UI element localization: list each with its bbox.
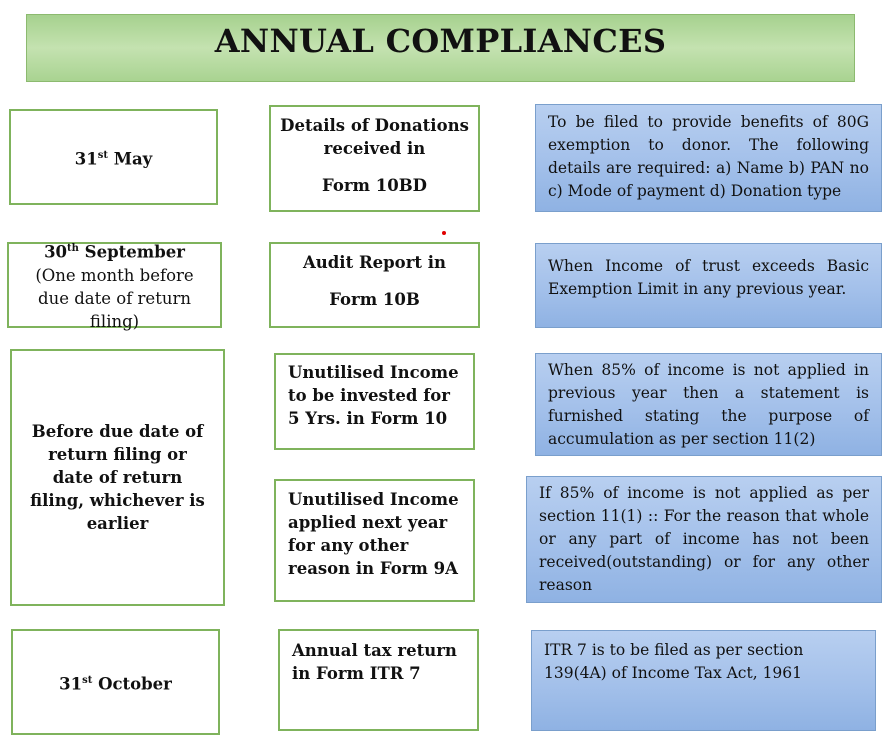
date-suffix: st xyxy=(97,149,108,161)
description-text: When Income of trust exceeds Basic Exemption Limit in any previous year. xyxy=(548,257,869,298)
description-box-10bd xyxy=(535,104,882,212)
form-text: Unutilised Income applied next year for any other reason in Form 9A xyxy=(288,490,459,578)
page-title: ANNUAL COMPLIANCES xyxy=(214,22,667,60)
form-box-10bd xyxy=(269,105,480,212)
form-line-3: Form 10BD xyxy=(322,176,427,195)
date-box-31-may xyxy=(9,109,218,205)
description-text: To be filed to provide benefits of 80G exemption to donor. The following details are required: a) Name b) PAN no c) Mode of payment d) Donation type xyxy=(548,113,869,200)
form-line-1: Audit Report in xyxy=(302,253,447,272)
date-box-31-october xyxy=(11,629,220,735)
form-box-itr7 xyxy=(278,629,479,731)
date-number: 31 xyxy=(74,149,98,169)
date-month: May xyxy=(107,149,153,169)
form-text: Annual tax return in Form ITR 7 xyxy=(292,641,457,683)
form-box-10b xyxy=(269,242,480,328)
date-number: 30 xyxy=(44,242,68,262)
date-number: 31 xyxy=(59,674,83,694)
description-text: When 85% of income is not applied in previous year then a statement is furnished stating the purpose of accumulation as per section 11(2) xyxy=(548,361,869,448)
title-banner xyxy=(26,14,855,82)
form-box-10 xyxy=(274,353,475,450)
date-suffix: th xyxy=(67,243,79,255)
date-month: September xyxy=(78,242,185,262)
form-line-1: Details of Donations xyxy=(280,116,469,135)
description-box-itr7 xyxy=(531,630,876,731)
description-text: If 85% of income is not applied as per section 11(1) :: For the reason that whole or any part of income has not been received(outstanding) or for any other reason xyxy=(539,484,869,594)
form-text: Unutilised Income to be invested for 5 Yrs. in Form 10 xyxy=(288,363,459,428)
description-box-10 xyxy=(535,353,882,456)
description-box-10b xyxy=(535,243,882,328)
description-box-9a xyxy=(526,476,882,603)
date-box-before-due-date xyxy=(10,349,225,606)
date-box-30-september xyxy=(7,242,222,331)
description-text: ITR 7 is to be filed as per section 139(4A) of Income Tax Act, 1961 xyxy=(544,641,804,682)
red-dot-marker xyxy=(442,231,446,235)
date-note: (One month before due date of return filing) xyxy=(35,265,194,331)
form-box-9a xyxy=(274,479,475,602)
date-month: October xyxy=(92,674,172,694)
form-line-3: Form 10B xyxy=(329,290,420,309)
form-line-2: received in xyxy=(323,139,426,158)
date-text: Before due date of return filing or date of return filing, whichever is earlier xyxy=(30,422,205,533)
date-suffix: st xyxy=(82,674,93,686)
